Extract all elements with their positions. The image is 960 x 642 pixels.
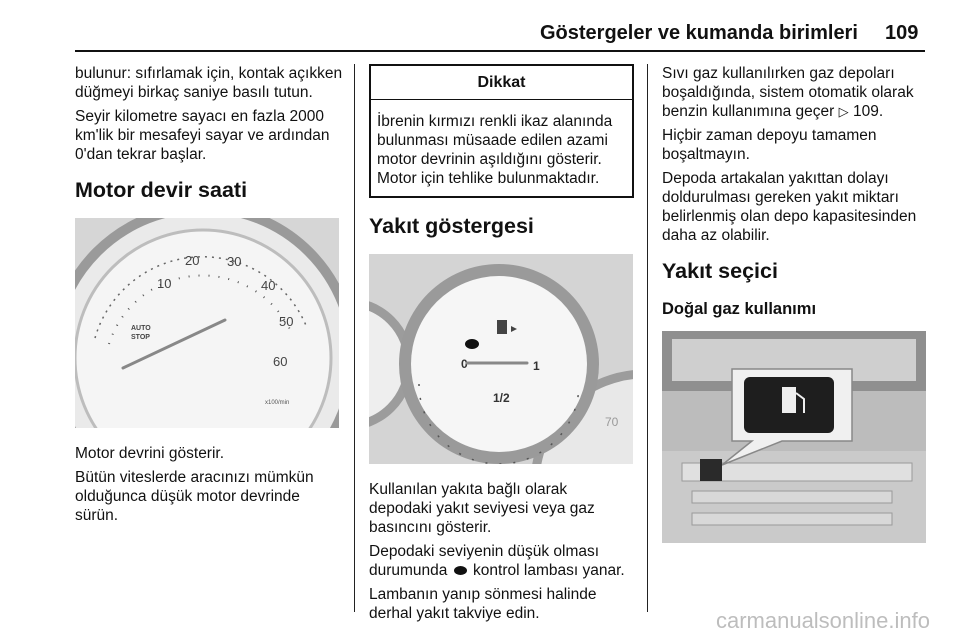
tachometer-illustration xyxy=(75,218,339,428)
paragraph xyxy=(369,542,634,580)
paragraph: Hiçbir zaman depoyu tamamen boşaltmayın. xyxy=(662,127,877,163)
fuel-gauge-illustration xyxy=(369,254,633,464)
header-divider xyxy=(75,50,925,52)
paragraph-part: Depodaki seviyenin düşük olması durumunda xyxy=(369,543,600,579)
page-reference: 109. xyxy=(852,103,884,120)
fuel-pump-icon xyxy=(782,387,796,413)
page-header-title: Göstergeler ve kumanda birimleri xyxy=(540,22,858,44)
fuel-label-half: 1/2 xyxy=(493,391,510,405)
subheading-natural-gas: Doğal gaz kullanımı xyxy=(662,300,817,318)
tach-number: 10 xyxy=(157,276,172,291)
tach-unit: x100/min xyxy=(265,400,290,406)
column-right xyxy=(662,64,927,559)
paragraph: Seyir kilometre sayacı en fazla 2000 km'lik bir mesafeyi sayar ve ardından 0'dan tekrar başlar. xyxy=(75,108,330,163)
caution-box xyxy=(369,64,634,198)
fuel-pump-icon xyxy=(497,320,507,334)
page-number: 109 xyxy=(885,22,919,44)
paragraph: Kullanılan yakıta bağlı olarak depodaki yakıt seviyesi veya gaz basıncını gösterir. xyxy=(369,481,595,536)
fuel-selector-console-illustration xyxy=(662,331,926,543)
paragraph: Motor devrini gösterir. xyxy=(75,445,225,462)
tach-number: 60 xyxy=(273,354,288,369)
tach-number: 50 xyxy=(279,314,294,329)
paragraph: bulunur: sıfırlamak için, kontak açıkken düğmeyi birkaç saniye basılı tutun. xyxy=(75,65,343,101)
paragraph xyxy=(662,64,927,121)
page-reference-arrow-icon: ▷ xyxy=(838,104,849,119)
fuel-label-empty: 0 xyxy=(461,357,468,371)
small-fuel-selector-button xyxy=(700,459,722,481)
caution-text: İbrenin kırmızı renkli ikaz alanında bulunması müsaade edilen azami motor devrinin aşıldığını gösterir. Motor için tehlike bulunmaktadır. xyxy=(377,113,613,187)
section-heading-fuel-gauge: Yakıt göstergesi xyxy=(369,214,534,238)
paragraph: Depoda artakalan yakıttan dolayı doldurulması gereken yakıt miktarı belirlenmiş olan depo kapasitesinden daha az olabilir. xyxy=(662,170,917,244)
tach-number: 30 xyxy=(227,254,242,269)
caution-title: Dikkat xyxy=(371,66,632,100)
column-left xyxy=(75,64,345,530)
fuel-label-full: 1 xyxy=(533,359,540,373)
watermark: carmanualsonline.info xyxy=(715,608,930,633)
auto-stop-label: AUTO xyxy=(131,325,151,332)
tach-number: 20 xyxy=(185,253,200,268)
column-middle xyxy=(369,64,634,628)
tach-number: 40 xyxy=(261,278,276,293)
column-divider xyxy=(647,64,648,612)
paragraph-part: Sıvı gaz kullanılırken gaz depoları boşaldığında, sistem otomatik olarak benzin kullanımına geçer xyxy=(662,65,914,120)
section-heading-tachometer: Motor devir saati xyxy=(75,178,248,202)
paragraph-part: kontrol lambası yanar. xyxy=(473,562,625,579)
column-divider xyxy=(354,64,355,612)
speedometer-number: 70 xyxy=(605,415,619,429)
paragraph: Lambanın yanıp sönmesi halinde derhal yakıt takviye edin. xyxy=(369,586,597,622)
section-heading-fuel-selector: Yakıt seçici xyxy=(662,259,778,283)
paragraph: Bütün viteslerde aracınızı mümkün olduğunca düşük motor devrinde sürün. xyxy=(75,469,314,524)
auto-stop-label: STOP xyxy=(131,334,150,341)
low-fuel-lamp-icon xyxy=(454,566,467,575)
low-fuel-indicator-icon xyxy=(465,339,479,349)
